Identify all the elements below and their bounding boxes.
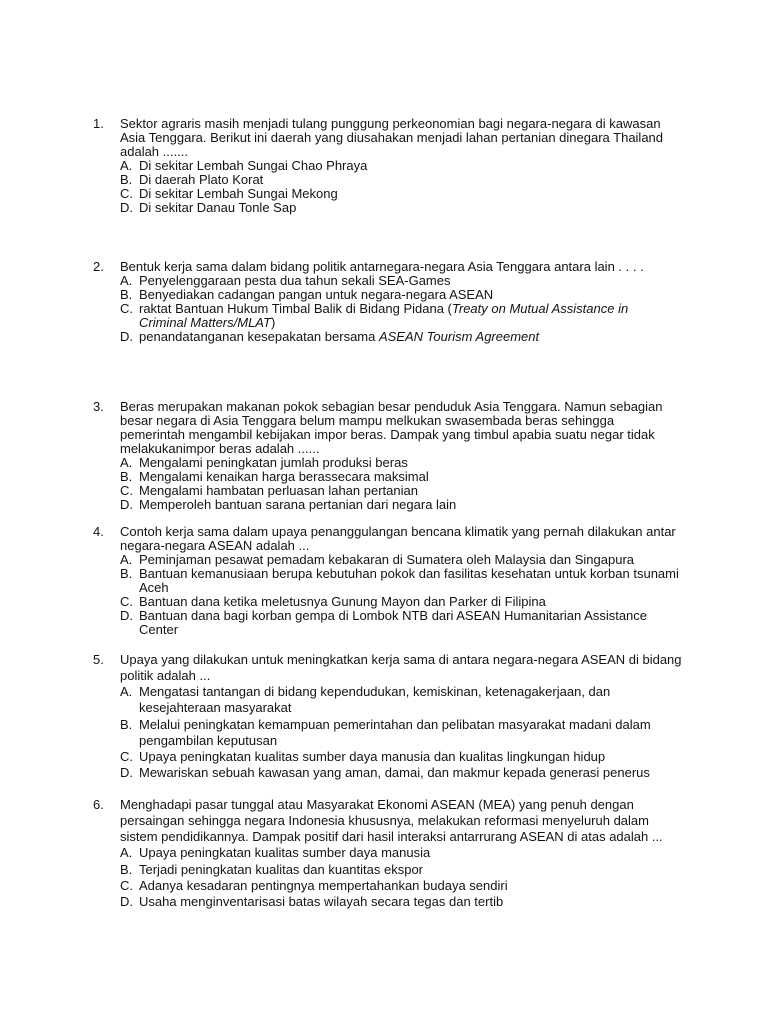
question-text: Menghadapi pasar tunggal atau Masyarakat Ekonomi ASEAN (MEA) yang penuh dengan persaingan sehingga negara Indonesia khususnya, melakukan reformasi menyeluruh dalam sistem pendidikannya. Dampak positif dari hasil interaksi antarrurang ASEAN di atas adalah ... xyxy=(120,797,663,845)
option-letter: B. xyxy=(120,469,133,484)
question-6 xyxy=(93,797,663,910)
option-text: Bantuan kemanusiaan berupa kebutuhan pokok dan fasilitas kesehatan untuk korban tsunami Aceh xyxy=(139,566,679,595)
option-d xyxy=(120,330,644,344)
question-number: 3. xyxy=(93,399,104,414)
question-number: 1. xyxy=(93,116,104,131)
option-text-italic: ASEAN Tourism Agreement xyxy=(378,329,540,344)
question-number: 6. xyxy=(93,797,104,812)
option-letter: A. xyxy=(120,273,133,288)
question-body xyxy=(120,117,663,215)
option-text: Adanya kesadaran pentingnya mempertahankan budaya sendiri xyxy=(139,877,508,893)
option-letter: A. xyxy=(120,552,133,567)
option-text: Melalui peningkatan kemampuan pemerintahan dan pelibatan masyarakat madani dalam pengambilan keputusan xyxy=(139,716,651,748)
option-text: Mengalami kenaikan harga berassecara maksimal xyxy=(139,469,429,484)
option-b xyxy=(120,567,679,595)
question-3 xyxy=(93,400,663,512)
option-text-suffix: ) xyxy=(270,315,276,330)
option-text-italic: Treaty on Mutual Assistance in Criminal Matters/MLAT xyxy=(139,301,629,330)
question-text: Beras merupakan makanan pokok sebagian besar penduduk Asia Tenggara. Namun sebagian besar negara di Asia Tenggara belum mampu melkukan swasembada beras sehingga pemerintah mengambil kebijakan impor beras. Dampak yang timbul apabia suatu negar tidak melakukanimpor beras adalah ...... xyxy=(120,399,663,456)
option-b xyxy=(120,173,663,187)
option-text: Peminjaman pesawat pemadam kebakaran di Sumatera oleh Malaysia dan Singapura xyxy=(139,552,635,567)
option-letter: D. xyxy=(120,200,133,215)
option-c xyxy=(120,484,663,498)
option-letter: D. xyxy=(120,893,133,909)
question-body xyxy=(120,525,679,637)
option-a xyxy=(120,159,663,173)
option-text: Usaha menginventarisasi batas wilayah secara tegas dan tertib xyxy=(139,893,504,909)
option-text xyxy=(139,330,539,344)
option-letter: C. xyxy=(120,483,133,498)
question-1 xyxy=(93,117,663,215)
option-letter: C. xyxy=(120,877,133,893)
option-text xyxy=(139,302,628,330)
option-text: Di sekitar Danau Tonle Sap xyxy=(139,200,297,215)
option-d xyxy=(120,765,682,781)
option-text: Benyediakan cadangan pangan untuk negara-negara ASEAN xyxy=(139,287,494,302)
option-text-plain: penandatanganan kesepakatan bersama xyxy=(139,329,379,344)
option-d xyxy=(120,894,663,910)
option-letter: C. xyxy=(120,301,133,316)
option-letter: A. xyxy=(120,158,133,173)
option-a xyxy=(120,684,682,716)
option-b xyxy=(120,717,682,749)
option-a xyxy=(120,456,663,470)
option-letter: B. xyxy=(120,566,133,581)
option-text: Penyelenggaraan pesta dua tahun sekali SEA-Games xyxy=(139,273,451,288)
option-text: Upaya peningkatan kualitas sumber daya manusia dan kualitas lingkungan hidup xyxy=(139,748,606,764)
option-letter: B. xyxy=(120,861,133,877)
option-c xyxy=(120,302,644,330)
option-b xyxy=(120,288,644,302)
option-letter: A. xyxy=(120,684,133,700)
question-body xyxy=(120,797,663,910)
option-letter: C. xyxy=(120,186,133,201)
option-d xyxy=(120,201,663,215)
question-text: Contoh kerja sama dalam upaya penanggulangan bencana klimatik yang pernah dilakukan antar negara-negara ASEAN adalah ... xyxy=(120,524,676,553)
option-b xyxy=(120,862,663,878)
option-text: Di daerah Plato Korat xyxy=(139,172,264,187)
option-letter: A. xyxy=(120,455,133,470)
question-text: Bentuk kerja sama dalam bidang politik antarnegara-negara Asia Tenggara antara lain . . . . xyxy=(120,259,644,274)
option-d xyxy=(120,609,679,637)
option-text: Mewariskan sebuah kawasan yang aman, damai, dan makmur kepada generasi penerus xyxy=(139,765,650,781)
option-c xyxy=(120,187,663,201)
question-2 xyxy=(93,260,644,344)
option-text: Di sekitar Lembah Sungai Chao Phraya xyxy=(139,158,368,173)
option-text-plain: raktat Bantuan Hukum Timbal Balik di Bidang Pidana ( xyxy=(139,301,452,316)
question-number: 5. xyxy=(93,652,104,667)
question-text: Sektor agraris masih menjadi tulang punggung perkeonomian bagi negara-negara di kawasan Asia Tenggara. Berikut ini daerah yang diusahakan menjadi lahan pertanian dinegara Thailand adalah ....... xyxy=(120,116,664,159)
option-letter: D. xyxy=(120,329,133,344)
option-c xyxy=(120,878,663,894)
option-a xyxy=(120,553,679,567)
option-text: Bantuan dana bagi korban gempa di Lombok NTB dari ASEAN Humanitarian Assistance Center xyxy=(139,608,648,637)
option-a xyxy=(120,845,663,861)
option-letter: B. xyxy=(120,287,133,302)
option-d xyxy=(120,498,663,512)
option-text: Di sekitar Lembah Sungai Mekong xyxy=(139,186,338,201)
option-text: Bantuan dana ketika meletusnya Gunung Mayon dan Parker di Filipina xyxy=(139,594,546,609)
question-number: 2. xyxy=(93,259,104,274)
option-letter: D. xyxy=(120,497,133,512)
option-letter: C. xyxy=(120,594,133,609)
option-letter: A. xyxy=(120,845,133,861)
option-letter: B. xyxy=(120,172,133,187)
option-text: Upaya peningkatan kualitas sumber daya manusia xyxy=(139,845,431,861)
option-letter: C. xyxy=(120,748,133,764)
question-body xyxy=(120,400,663,512)
option-c xyxy=(120,749,682,765)
question-body xyxy=(120,652,682,781)
option-letter: D. xyxy=(120,765,133,781)
question-body xyxy=(120,260,644,344)
option-b xyxy=(120,470,663,484)
option-letter: B. xyxy=(120,716,133,732)
question-number: 4. xyxy=(93,524,104,539)
option-c xyxy=(120,595,679,609)
option-text: Mengalami peningkatan jumlah produksi beras xyxy=(139,455,408,470)
option-text: Memperoleh bantuan sarana pertanian dari negara lain xyxy=(139,497,457,512)
question-5 xyxy=(93,652,682,781)
question-4 xyxy=(93,525,679,637)
question-text: Upaya yang dilakukan untuk meningkatkan kerja sama di antara negara-negara ASEAN di bidang politik adalah ... xyxy=(120,652,682,684)
option-text: Terjadi peningkatan kualitas dan kuantitas ekspor xyxy=(139,861,424,877)
option-letter: D. xyxy=(120,608,133,623)
option-text: Mengatasi tantangan di bidang kependudukan, kemiskinan, ketenagakerjaan, dan kesejahteraan masyarakat xyxy=(139,684,611,716)
option-text: Mengalami hambatan perluasan lahan pertanian xyxy=(139,483,418,498)
option-a xyxy=(120,274,644,288)
